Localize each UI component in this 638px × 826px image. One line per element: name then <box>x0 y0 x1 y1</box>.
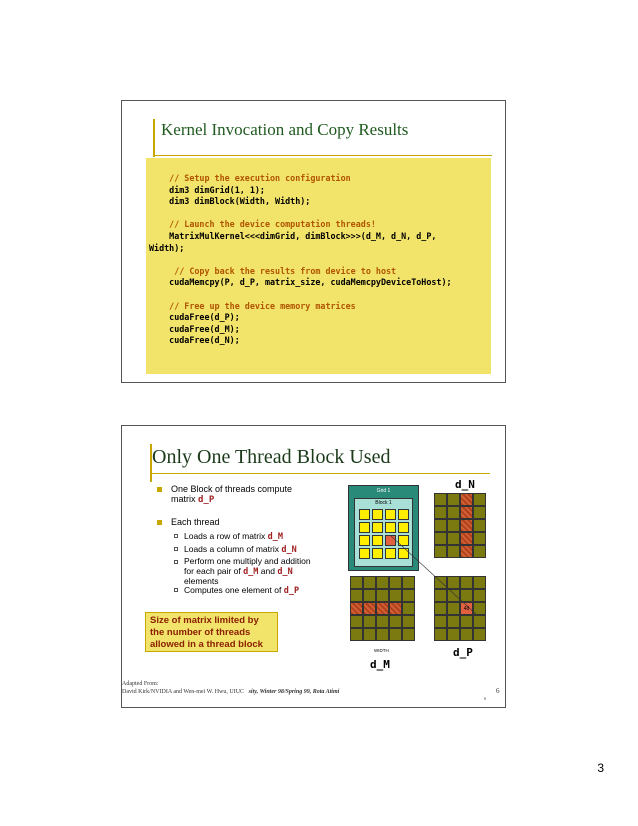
bullet-one-block: One Block of threads compute matrix d_P <box>171 484 293 505</box>
title-accent-bar <box>153 119 155 157</box>
code-line: cudaFree(d_P); <box>149 312 240 323</box>
slide-title: Kernel Invocation and Copy Results <box>161 120 409 139</box>
slide-one-thread-block <box>121 425 506 708</box>
code-line: cudaFree(d_N); <box>149 335 240 346</box>
footer-adapted: Adapted From: <box>122 681 159 687</box>
slide-number: 6 <box>496 687 500 695</box>
footer-credit: David Kirk/NVIDIA and Wen-mei W. Hwu, UIUC sity, Winter 98/Spring 99, Rota Atimi <box>122 689 340 695</box>
matrix-dP-result-cell: 48 <box>460 602 473 615</box>
sub-bullet-compute-element: Computes one element of d_P <box>184 585 300 596</box>
bullet-each-thread: Each thread <box>171 517 220 527</box>
code-line: cudaFree(d_M); <box>149 323 240 334</box>
code-line: cudaMemcpy(P, d_P, matrix_size, cudaMemcpyDeviceToHost); <box>149 277 452 288</box>
code-comment-line: // Free up the device memory matrices <box>149 300 356 311</box>
code-comment-line: // Launch the device computation threads! <box>149 219 376 230</box>
code-line: MatrixMulKernel<<<dimGrid, dimBlock>>>(d_M, d_N, d_P, <box>149 231 437 241</box>
code-line: dim3 dimBlock(Width, Width); <box>149 196 311 207</box>
sub-bullet-multiply-add: Perform one multiply and addition for each pair of d_M and d_N elements <box>184 556 311 586</box>
code-line: dim3 dimGrid(1, 1); <box>149 184 265 195</box>
code-line: Width); <box>149 242 185 253</box>
title-underline <box>153 155 492 156</box>
slide-title: Only One Thread Block Used <box>152 446 391 468</box>
limitation-note: Size of matrix limited by the number of threads allowed in a thread block <box>145 612 278 652</box>
connector-lines <box>122 426 507 709</box>
grid-label: Grid 1 <box>376 488 391 494</box>
code-comment-line: // Setup the execution configuration <box>149 173 351 183</box>
matrix-label-dM: d_M <box>370 658 390 671</box>
block-label: Block 1 <box>375 500 392 506</box>
slide-kernel-invocation <box>121 100 506 383</box>
code-comment-line: // Copy back the results from device to host <box>149 265 397 276</box>
sub-bullet-load-column: Loads a column of matrix d_N <box>184 544 297 555</box>
width-label: WIDTH <box>374 648 389 653</box>
sub-bullet-load-row: Loads a row of matrix d_M <box>184 531 283 542</box>
matrix-label-dN: d_N <box>455 478 475 491</box>
slide-number-small: 6 <box>484 696 486 701</box>
page-number: 3 <box>597 761 604 775</box>
matrix-label-dP: d_P <box>453 646 473 659</box>
